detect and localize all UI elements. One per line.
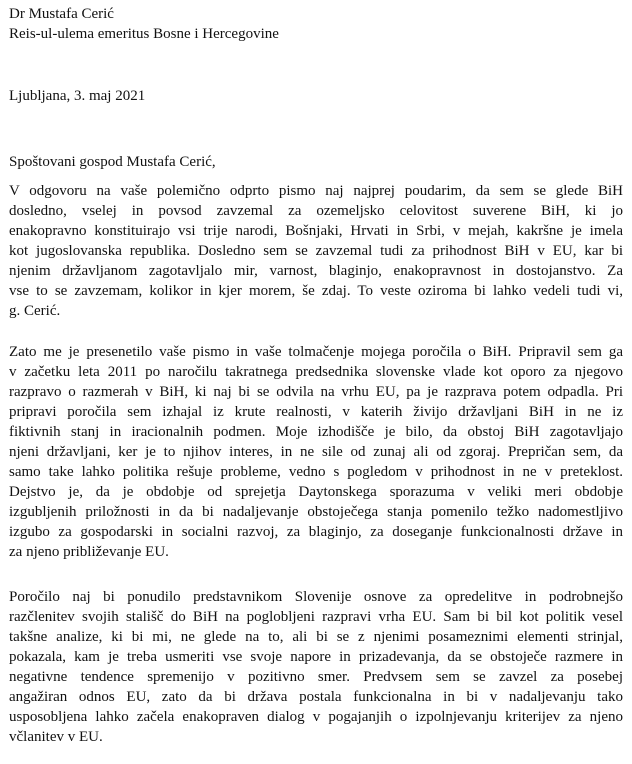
paragraph-line: njenim državljanom zagotavljalo mir, varnost, blaginjo, enakopravnost in dostojanstvo. Za [9, 263, 623, 279]
paragraph-line: samo take lahko politika rešuje probleme, vedno s pogledom v prihodnost in ne v preteklost. [9, 464, 623, 480]
paragraph-line: izgubo za gospodarski in socialni razvoj, za blaginjo, za doseganje funkcionalnosti države in [9, 524, 623, 540]
sender-name: Dr Mustafa Cerić [9, 6, 114, 22]
paragraph-line: njeni državljani, ker je to njihov interes, in ne sile od zunaj ali od zgoraj. Prepričan sem, da [9, 444, 623, 460]
paragraph-3 [9, 587, 623, 747]
paragraph-line: razčlenitev svojih stališč do BiH na poglobljeni razpravi vrha EU. Sam bi bil kot politik vesel [9, 609, 623, 625]
sender-block [9, 4, 623, 44]
paragraph-line: enakopravno konstituirajo vsi trije narodi, Bošnjaki, Hrvati in Srbi, v mejah, kakršne je imela [9, 223, 623, 239]
sender-title: Reis-ul-ulema emeritus Bosne i Hercegovine [9, 26, 279, 42]
paragraph-line: razpravo o razmerah v BiH, ki naj bi se odvila na vrhu EU, pa je razprava potem odpadla. Pri [9, 384, 623, 400]
paragraph-line: pripravi poročila sem izhajal iz krute realnosti, v katerih živijo državljani BiH in ne iz [9, 404, 623, 420]
paragraph-line: takšne analize, ki bi mi, ne glede na to, ali bi se z njenimi posameznimi elementi strinjal, [9, 629, 623, 645]
paragraph-line: angažiran odnos EU, zato da bi država postala funkcionalna in bi v nadaljevanju tako [9, 689, 623, 705]
paragraph-1 [9, 181, 623, 321]
paragraph-line: izgubljenih priložnosti in da bi nadaljevanje obstoječega stanja pomenilo težko nadomestljivo [9, 504, 623, 520]
paragraph-line: kot jugoslovanska republika. Dosledno sem se zavzemal tudi za prihodnost BiH v EU, kar bi [9, 243, 623, 259]
paragraph-2 [9, 342, 623, 562]
paragraph-line: Zato me je presenetilo vaše pismo in vaše tolmačenje mojega poročila o BiH. Pripravil sem ga [9, 344, 623, 360]
paragraph-line: negativne tendence spremenijo v pozitivno smer. Predvsem sem se zavzel za posebej [9, 669, 623, 685]
place-date-text: Ljubljana, 3. maj 2021 [9, 88, 146, 104]
salutation-text: Spoštovani gospod Mustafa Cerić, [9, 154, 216, 170]
paragraph-line: Poročilo naj bi ponudilo predstavnikom Slovenije osnove za opredelitve in podrobnejšo [9, 589, 623, 605]
paragraph-line: za njeno približevanje EU. [9, 544, 169, 560]
paragraph-line: pokazala, kam je treba usmeriti vse svoje napore in prizadevanja, da se obstoječe razmere in [9, 649, 623, 665]
salutation [9, 152, 623, 172]
paragraph-line: usposobljena lahko začela enakopraven dialog v pogajanjih o izpolnjevanju kriterijev za njeno [9, 709, 623, 725]
paragraph-line: g. Cerić. [9, 303, 61, 319]
paragraph-line: V odgovoru na vaše polemično odprto pismo naj najprej poudarim, da sem se glede BiH [9, 183, 623, 199]
paragraph-line: dosledno, vselej in povsod zavzemal za ozemeljsko celovitost suverene BiH, ki jo [9, 203, 623, 219]
paragraph-line: Dejstvo je, da je obdobje od sprejetja Daytonskega sporazuma v veliki meri obdobje [9, 484, 623, 500]
place-date [9, 86, 623, 106]
paragraph-line: fiktivnih stanj in iracionalnih podmen. Moje izhodišče je bilo, da obstoj BiH zagotavljajo [9, 424, 623, 440]
paragraph-line: vse to se zavzemam, kolikor in kjer morem, še zdaj. To veste oziroma bi lahko vedeli tudi vi, [9, 283, 623, 299]
paragraph-line: v začetku leta 2011 po naročilu takratnega predsednika slovenske vlade kot oporo za njegovo [9, 364, 623, 380]
paragraph-line: včlanitev v EU. [9, 729, 103, 745]
